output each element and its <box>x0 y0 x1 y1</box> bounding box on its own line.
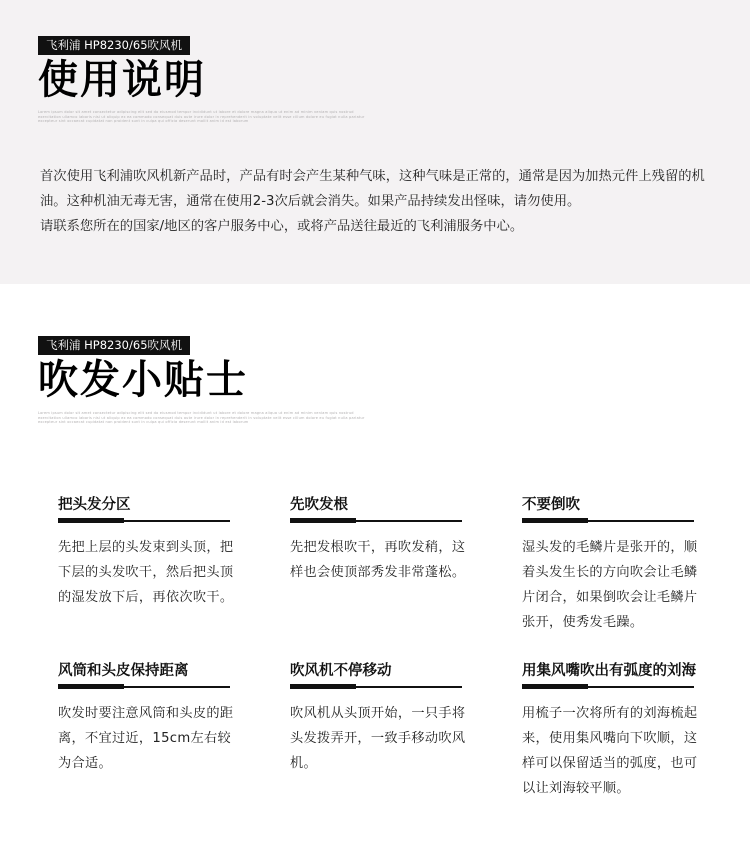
tip-divider <box>58 684 240 688</box>
tip-body: 吹发时要注意风筒和头皮的距离，不宜过近，15cm左右较为合适。 <box>58 706 234 771</box>
product-tag: 飞利浦 HP8230/65吹风机 <box>38 36 190 55</box>
tip-divider <box>58 518 240 522</box>
intro-paragraph: 请联系您所在的国家/地区的客户服务中心，或将产品送往最近的飞利浦服务中心。 <box>40 219 524 234</box>
tip-card <box>522 495 704 635</box>
tip-divider <box>290 684 472 688</box>
tip-card <box>58 661 240 776</box>
fine-print: Lorem ipsum dolor sit amet consectetur adipiscing elit sed do eiusmod tempor incididunt ut labore et dolore magna aliqua ut enim ad minim veniam quis nostrud exercitation ullamco laboris nisi ut aliquip ex ea commodo consequat duis aute irure dolor in reprehenderit in voluptate velit esse cillum dolore eu fugiat nulla pariatur excepteur sint occaecat cupidatat non proident sunt in culpa qui officia deserunt mollit anim id est laborum <box>38 411 365 425</box>
fine-print: Lorem ipsum dolor sit amet consectetur adipiscing elit sed do eiusmod tempor incididunt ut labore et dolore magna aliqua ut enim ad minim veniam quis nostrud exercitation ullamco laboris nisi ut aliquip ex ea commodo consequat duis aute irure dolor in reprehenderit in voluptate velit esse cillum dolore eu fugiat nulla pariatur excepteur sint occaecat cupidatat non proident sunt in culpa qui officia deserunt mollit anim id est laborum <box>38 110 365 124</box>
tip-card <box>58 495 240 610</box>
tip-body: 用梳子一次将所有的刘海梳起来，使用集风嘴向下吹顺，这样可以保留适当的弧度，也可以让刘海较平顺。 <box>522 706 698 796</box>
tip-divider <box>522 518 704 522</box>
tip-body: 先把上层的头发束到头顶，把下层的头发吹干，然后把头顶的湿发放下后，再依次吹干。 <box>58 540 234 605</box>
product-tag: 飞利浦 HP8230/65吹风机 <box>38 336 190 355</box>
tip-body: 先把发根吹干，再吹发稍，这样也会使顶部秀发非常蓬松。 <box>290 540 466 580</box>
usage-instructions-section <box>0 0 750 284</box>
section-title: 使用说明 <box>38 57 206 103</box>
tip-card <box>290 495 472 585</box>
tip-title: 不要倒吹 <box>522 497 580 513</box>
tip-title: 先吹发根 <box>290 497 348 513</box>
tip-title: 风筒和头皮保持距离 <box>58 663 189 679</box>
tip-divider <box>522 684 708 688</box>
tip-title: 吹风机不停移动 <box>290 663 392 679</box>
tip-title: 用集风嘴吹出有弧度的刘海 <box>522 663 696 679</box>
intro-paragraph: 首次使用飞利浦吹风机新产品时，产品有时会产生某种气味，这种气味是正常的，通常是因为加热元件上残留的机油。这种机油无毒无害，通常在使用2-3次后就会消失。如果产品持续发出怪味，请勿使用。 <box>40 169 705 209</box>
tip-divider <box>290 518 472 522</box>
tip-card <box>290 661 472 776</box>
tip-title: 把头发分区 <box>58 497 131 513</box>
tip-body: 吹风机从头顶开始，一只手将头发拨弄开，一致手移动吹风机。 <box>290 706 466 771</box>
tip-card <box>522 661 708 801</box>
intro-text <box>40 164 720 239</box>
section-title: 吹发小贴士 <box>38 357 248 403</box>
hair-drying-tips-section <box>0 284 750 867</box>
tip-body: 湿头发的毛鳞片是张开的，顺着头发生长的方向吹会让毛鳞片闭合，如果倒吹会让毛鳞片张开，使秀发毛躁。 <box>522 540 698 630</box>
